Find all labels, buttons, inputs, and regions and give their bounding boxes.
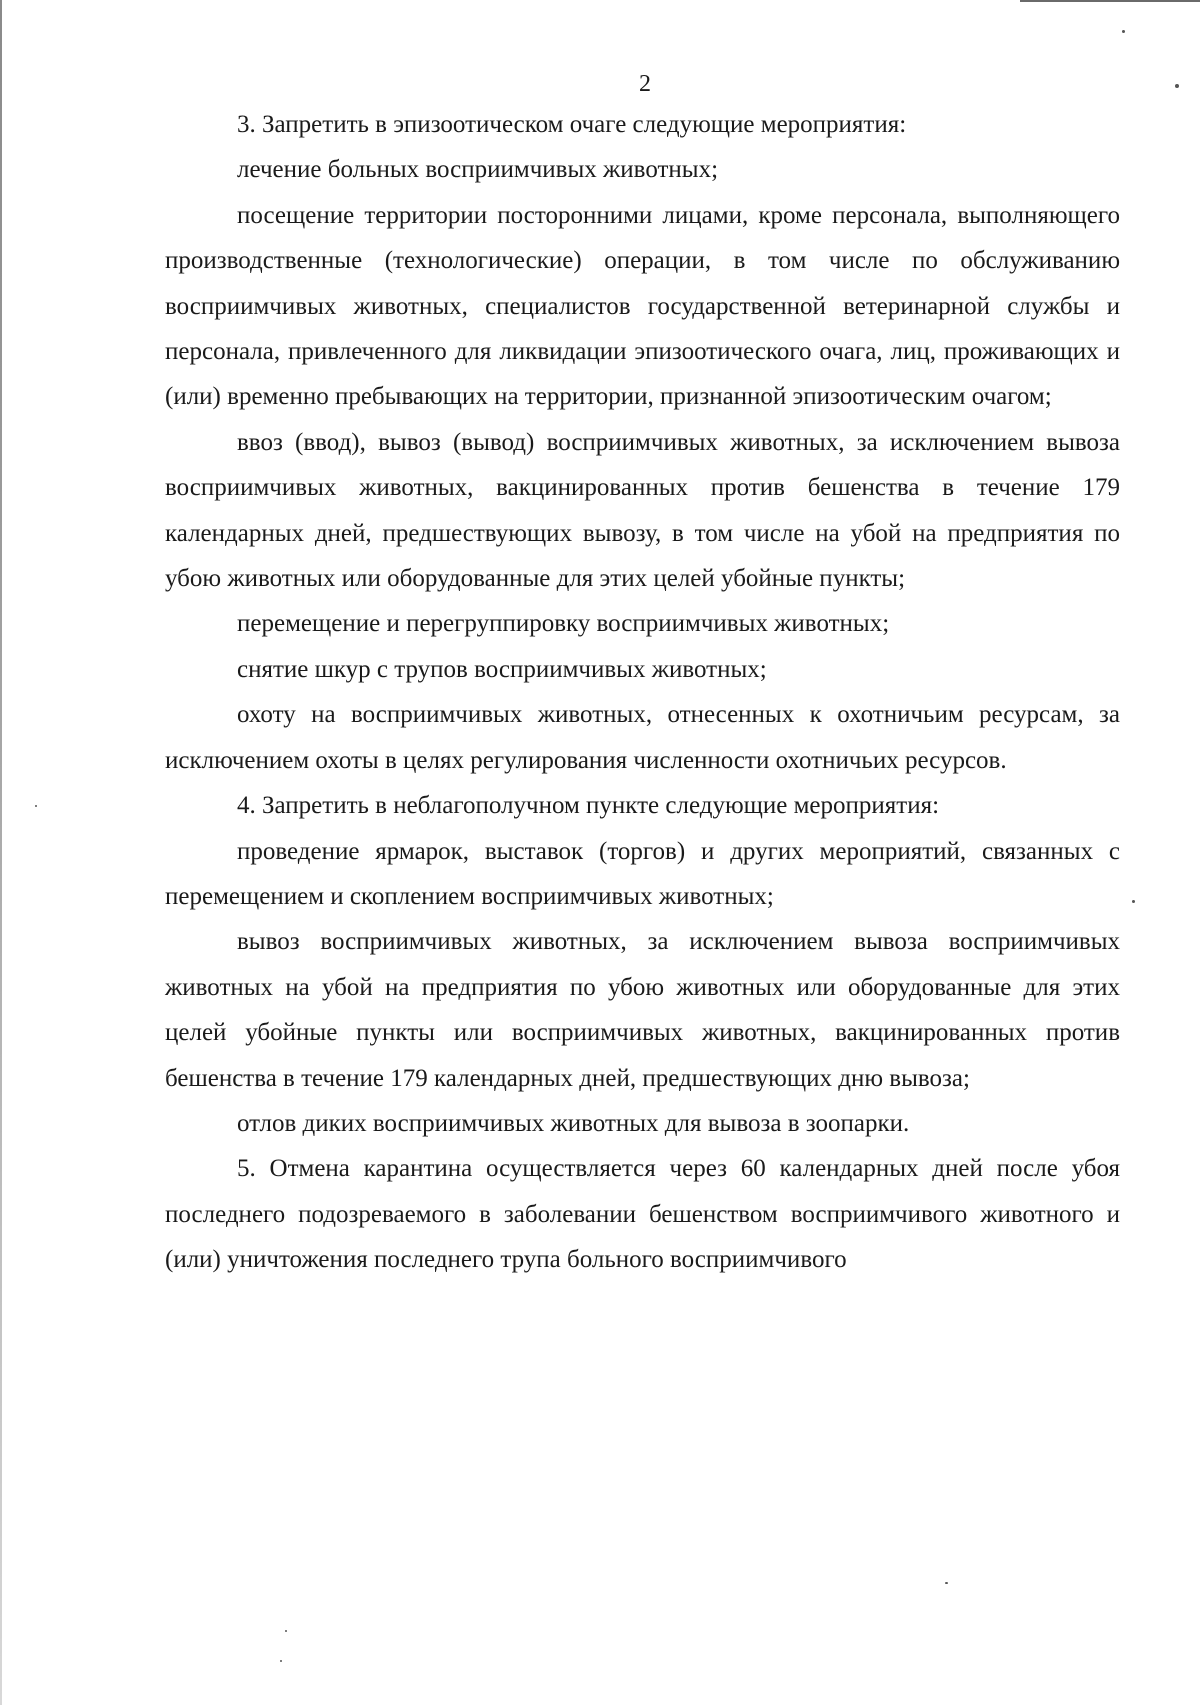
scan-speck [35, 805, 37, 807]
document-body [165, 102, 1120, 1283]
paragraph: перемещение и перегруппировку восприимчивых животных; [237, 610, 890, 638]
paragraph: посещение территории посторонними лицами, кроме персонала, выполняющего производственные (технологические) операции, в том числе по обслуживанию восприимчивых животных, специалистов государственной ветеринарной службы и персонала, привлеченного для ликвидации эпизоотического очага, лиц, проживающих и (или) временно пребывающих на территории, признанной эпизоотическим очагом; [165, 201, 1120, 411]
page-number: 2 [639, 71, 651, 97]
paragraph: снятие шкур с трупов восприимчивых животных; [237, 655, 767, 683]
paragraph: вывоз восприимчивых животных, за исключением вывоза восприимчивых животных на убой на предприятия по убою животных или оборудованные для этих целей убойные пункты или восприимчивых животных, вакцинированных против бешенства в течение 179 календарных дней, предшествующих дню вывоза; [165, 928, 1120, 1092]
scan-edge-top [1020, 0, 1200, 2]
paragraph: 5. Отмена карантина осуществляется через 60 календарных дней после убоя последнего подозреваемого в заболевании бешенством восприимчивого животного и (или) уничтожения последнего трупа больного восприимчивого [165, 1155, 1120, 1274]
scan-speck [945, 1582, 948, 1584]
scan-speck [1132, 900, 1135, 903]
paragraph: проведение ярмарок, выставок (торгов) и других мероприятий, связанных с перемещением и скоплением восприимчивых животных; [165, 837, 1120, 910]
scan-speck [285, 1630, 287, 1632]
scan-speck [1122, 30, 1125, 33]
paragraph: лечение больных восприимчивых животных; [237, 156, 719, 184]
paragraph: 3. Запретить в эпизоотическом очаге следующие мероприятия: [237, 111, 907, 138]
paragraph: охоту на восприимчивых животных, отнесенных к охотничьим ресурсам, за исключением охоты в целях регулирования численности охотничьих ресурсов. [165, 701, 1120, 774]
paragraph: ввоз (ввод), вывоз (вывод) восприимчивых животных, за исключением вывоза восприимчивых животных, вакцинированных против бешенства в течение 179 календарных дней, предшествующих вывозу, в том числе на убой на предприятия по убою животных или оборудованные для этих целей убойные пункты; [165, 428, 1120, 593]
paragraph: отлов диких восприимчивых животных для вывоза в зоопарки. [237, 1109, 910, 1137]
paragraph: 4. Запретить в неблагополучном пункте следующие мероприятия: [237, 792, 940, 820]
scan-edge-left [0, 0, 2, 1705]
scan-speck [280, 1660, 282, 1662]
